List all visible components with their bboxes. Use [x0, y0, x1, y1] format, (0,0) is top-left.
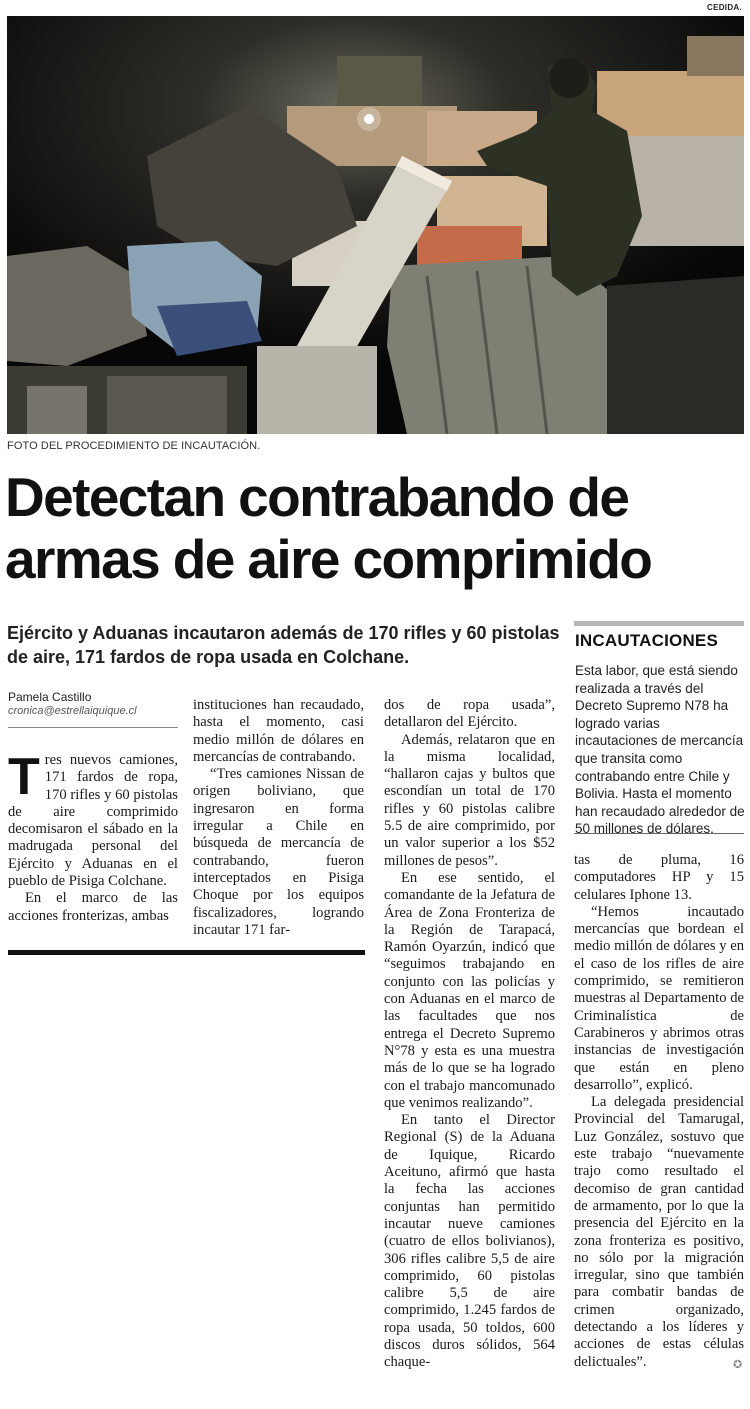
article-column-3 — [384, 697, 555, 1372]
article-column-2 — [193, 697, 364, 939]
dropcap: T — [8, 748, 40, 806]
headline-line-2: armas de aire comprimido — [5, 528, 652, 590]
photo-credit: CEDIDA. — [707, 3, 742, 12]
photo-caption: FOTO DEL PROCEDIMIENTO DE INCAUTACIÓN. — [7, 440, 261, 452]
byline — [8, 690, 178, 717]
paragraph: “Hemos incautado mercancías que bordean el medio millón de dólares y en el caso de los rifles de aire comprimido, se remitieron muestras al Departamento de Criminalística de Carabineros y abrimos otras instancias de investigación que están en pleno desarrollo”, explicó. — [574, 903, 744, 1093]
author-name: Pamela Castillo — [8, 690, 92, 704]
sidebar-text: Esta labor, que está siendo realizada a través del Decreto Supremo N78 ha logrado varias incautaciones de mercancía que transita como contrabando entre Chile y Bolivia. Hasta el momento han recaudado alrededor de 50 millones de dólares. — [575, 663, 745, 837]
paragraph: “Tres camiones Nissan de origen boliviano, que ingresaron en forma irregular a Chile en búsqueda de mercancía de contrabando, fueron interceptados en Pisiga Choque por los equipos fiscalizadores, logrando incautar 171 far- — [193, 766, 364, 938]
headline-line-1: Detectan contrabando de — [5, 466, 629, 528]
paragraph: Además, relataron que en la misma localidad, “hallaron cajas y bultos que escondían un total de 170 rifles y 60 pistolas calibre 5.5 de aire comprimido, por un valor superior a los $52 millones de pesos”. — [384, 731, 555, 869]
paragraph: Tres nuevos camiones, 171 fardos de ropa, 170 rifles y 60 pistolas de aire comprimido decomisaron el sábado en la madrugada personal del Ejército y Aduanas en el pueblo de Pisiga Colchane. — [8, 748, 178, 890]
section-divider — [8, 950, 365, 955]
paragraph: tas de pluma, 16 computadores HP y 15 celulares Iphone 13. — [574, 852, 744, 903]
article-column-4 — [574, 852, 744, 1371]
author-email: cronica@estrellaiquique.cl — [8, 705, 137, 717]
headline — [5, 466, 745, 590]
deck-subtitle: Ejército y Aduanas incautaron además de 170 rifles y 60 pistolas de aire, 171 fardos de ropa usada en Colchane. — [7, 623, 560, 667]
seizure-photo — [7, 16, 744, 434]
paragraph: En el marco de las acciones fronterizas, ambas — [8, 890, 178, 924]
article-column-1 — [8, 748, 178, 925]
seizure-photo-illustration — [7, 16, 744, 434]
sidebar-title: INCAUTACIONES — [575, 631, 719, 650]
paragraph: En ese sentido, el comandante de la Jefatura de Área de Zona Fronteriza de la Región de Tarapacá, Ramón Oyarzún, indicó que “seguimos trabajando en conjunto con las policías y con Aduanas en el marco de las facultades que nos entrega el Decreto Supremo N°78 y esta es una muestra más de lo que se ha logrado con el trabajo mancomunado que venimos realizando”. — [384, 869, 555, 1111]
sidebar-top-bar — [574, 621, 744, 626]
paragraph: instituciones han recaudado, hasta el momento, casi medio millón de dólares en mercancías de contrabando. — [193, 697, 364, 765]
sidebar-divider — [574, 833, 744, 834]
paragraph: La delegada presidencial Provincial del Tamarugal, Luz González, sostuvo que este trabajo “nuevamente trajo como resultado el decomiso de gran cantidad de armamento, por lo que la presencia del Ejército en la zona fronteriza es positivo, no sólo por la migración irregular, sino que también para combatir bandas de crimen organizado, detectando a los líderes y acciones de estas células delictuales”. — [574, 1094, 744, 1370]
paragraph: En tanto el Director Regional (S) de la Aduana de Iquique, Ricardo Aceituno, afirmó que hasta la fecha las acciones conjuntas han permitido incautar nueve camiones (cuatro de ellos bolivianos), 306 rifles calibre 5,5 de aire comprimido, 60 pistolas calibre 5,5 de aire comprimido, 1.245 fardos de ropa usada, 50 toldos, 600 discos duros sólidos, 564 chaque- — [384, 1112, 555, 1371]
end-mark-icon: ✪ — [733, 1358, 743, 1371]
byline-divider — [8, 727, 178, 728]
paragraph: dos de ropa usada”, detallaron del Ejército. — [384, 697, 555, 731]
